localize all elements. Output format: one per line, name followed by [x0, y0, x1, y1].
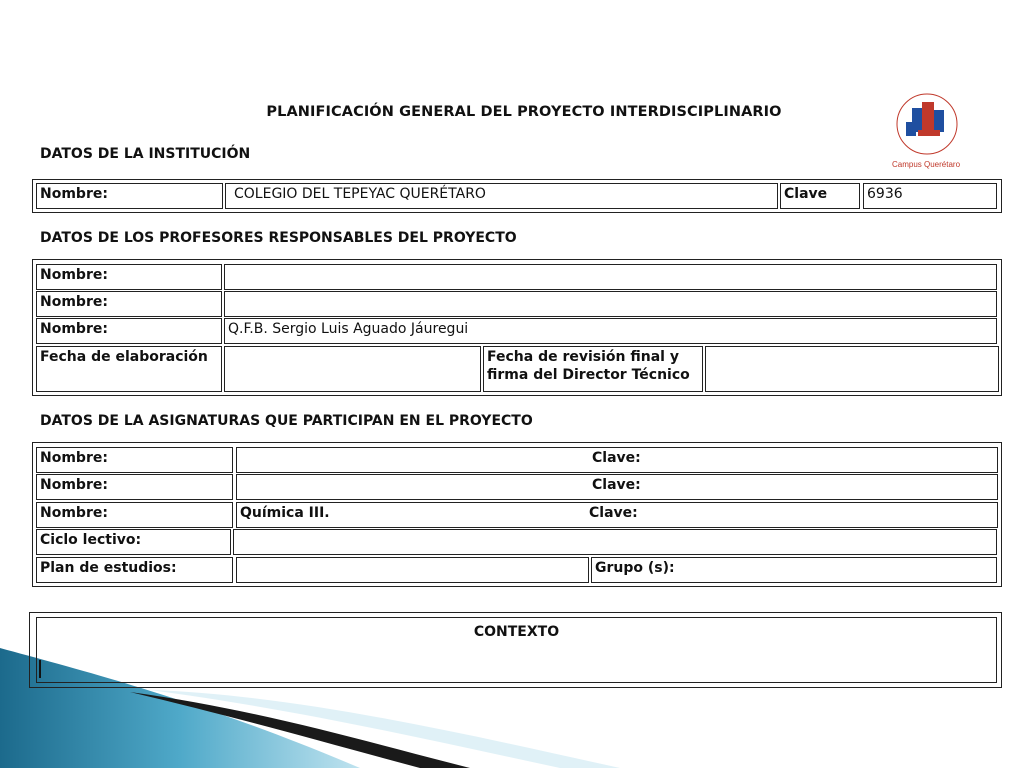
- institucion-nombre-field[interactable]: COLEGIO DEL TEPEYAC QUERÉTARO: [225, 183, 778, 209]
- profesor-3-field[interactable]: Q.F.B. Sergio Luis Aguado Jáuregui: [224, 318, 997, 344]
- institucion-nombre-label: Nombre:: [36, 183, 223, 209]
- asignatura-2-clave-label: Clave:: [592, 477, 641, 493]
- institucion-clave-field[interactable]: 6936: [863, 183, 997, 209]
- asignatura-3-field[interactable]: [236, 502, 998, 528]
- institucion-clave-label: Clave: [780, 183, 860, 209]
- fecha-revision-label: Fecha de revisión final y firma del Director Técnico: [483, 346, 703, 392]
- logo-caption: Campus Querétaro: [891, 160, 961, 169]
- asignatura-3-label: Nombre:: [36, 502, 233, 528]
- asignatura-2-field[interactable]: [236, 474, 998, 500]
- document-title: PLANIFICACIÓN GENERAL DEL PROYECTO INTERDISCIPLINARIO: [266, 104, 782, 120]
- contexto-table: [29, 612, 1002, 688]
- asignaturas-table: [32, 442, 1002, 587]
- fecha-elaboracion-label: Fecha de elaboración: [36, 346, 222, 392]
- asignatura-3-value: Química III.: [240, 505, 330, 521]
- asignatura-1-field[interactable]: [236, 447, 998, 473]
- contexto-heading: CONTEXTO: [473, 624, 560, 640]
- grupo-field[interactable]: Grupo (s):: [591, 557, 997, 583]
- contexto-field[interactable]: [36, 617, 997, 683]
- asignatura-1-clave-label: Clave:: [592, 450, 641, 466]
- fecha-elaboracion-field[interactable]: [224, 346, 481, 392]
- asignatura-3-clave-label: Clave:: [589, 505, 638, 521]
- profesor-3-label: Nombre:: [36, 318, 222, 344]
- profesor-1-label: Nombre:: [36, 264, 222, 290]
- profesor-2-label: Nombre:: [36, 291, 222, 317]
- profesores-table: [32, 259, 1002, 396]
- section-heading-institucion: DATOS DE LA INSTITUCIÓN: [40, 146, 251, 162]
- school-logo: [882, 80, 972, 172]
- institucion-table: [32, 179, 1002, 213]
- plan-estudios-field[interactable]: [236, 557, 589, 583]
- asignatura-2-label: Nombre:: [36, 474, 233, 500]
- ciclo-lectivo-label: Ciclo lectivo:: [36, 529, 231, 555]
- asignatura-1-label: Nombre:: [36, 447, 233, 473]
- profesor-2-field[interactable]: [224, 291, 997, 317]
- text-cursor: [39, 660, 41, 678]
- plan-estudios-label: Plan de estudios:: [36, 557, 233, 583]
- ciclo-lectivo-field[interactable]: [233, 529, 997, 555]
- profesor-1-field[interactable]: [224, 264, 997, 290]
- section-heading-profesores: DATOS DE LOS PROFESORES RESPONSABLES DEL PROYECTO: [40, 230, 517, 246]
- fecha-revision-field[interactable]: [705, 346, 999, 392]
- section-heading-asignaturas: DATOS DE LA ASIGNATURAS QUE PARTICIPAN EN EL PROYECTO: [40, 413, 533, 429]
